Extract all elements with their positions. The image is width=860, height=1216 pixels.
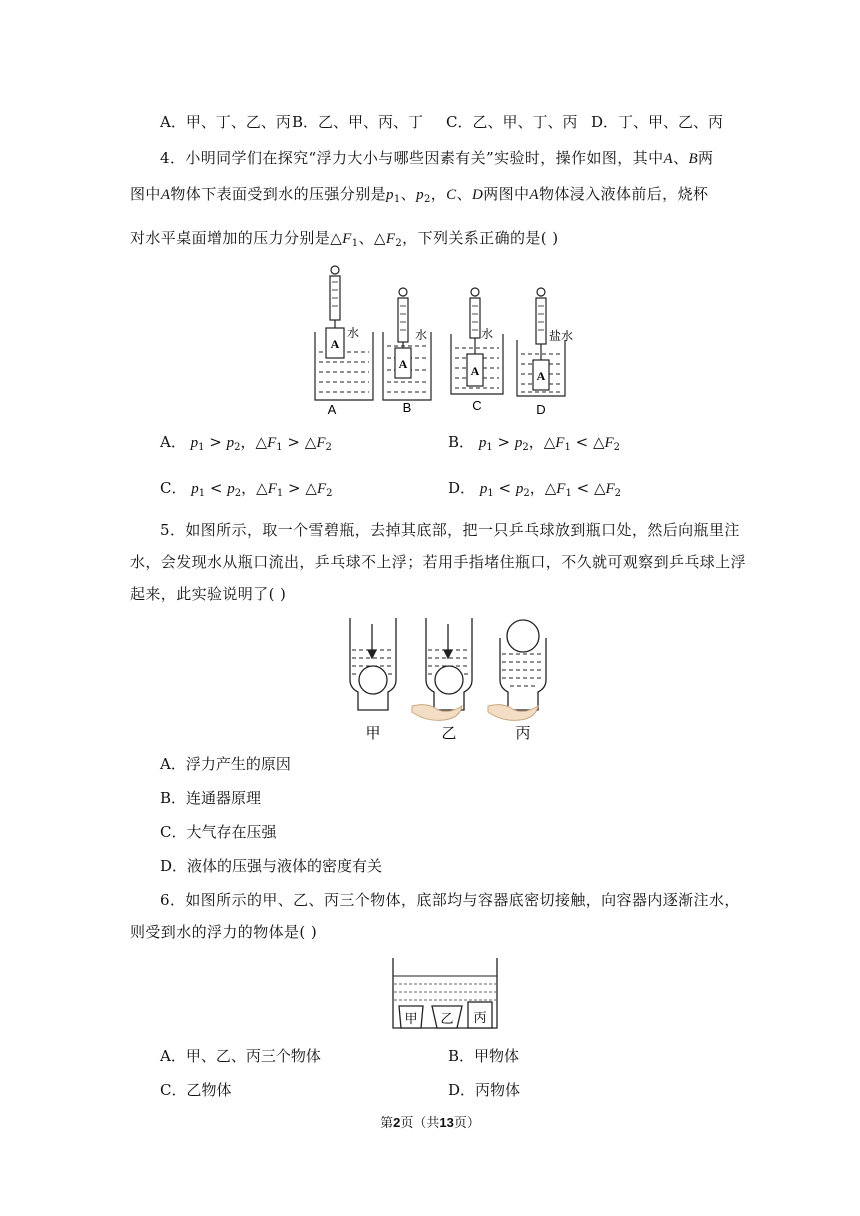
- fig-label-d: D: [536, 402, 546, 417]
- q4-stem-line-2: 图中A物体下表面受到水的压强分别是$p_1$、$p_2$，C、D两图中A物体浸入液体前后，烧杯: [130, 185, 709, 205]
- q4-buoyancy-figure: [305, 262, 585, 420]
- q5-option-a: A．浮力产生的原因: [160, 755, 291, 773]
- q5-stem-line-3: 起来，此实验说明了( ): [130, 585, 287, 603]
- q4-option-c: C． $p_1 < p_2$，$\triangle F_1$ > $\triangle F_2$: [160, 479, 333, 499]
- hand-icon: [412, 705, 538, 721]
- page-footer: 第2页（共13页）: [380, 1115, 480, 1131]
- q4-option-b: B． $p_1 > p_2$，$\triangle F_1$ < $\triangle F_2$: [448, 433, 621, 453]
- q3-option-d: D．丁、甲、乙、丙: [591, 113, 724, 131]
- fig-label-jia: 甲: [365, 724, 381, 742]
- q6-stem-line-2: 则受到水的浮力的物体是( ): [130, 923, 318, 941]
- q4-option-a: A． $p_1 > p_2$，$\triangle F_1$ > $\triangle F_2$: [160, 433, 332, 453]
- page-number: 2: [393, 1115, 401, 1130]
- liquid-label-d: 盐水: [549, 329, 574, 343]
- fig-label-bing: 丙: [473, 1011, 487, 1026]
- q5-bottle-figure: [340, 614, 560, 744]
- q5-option-d: D．液体的压强与液体的密度有关: [160, 857, 383, 875]
- fig-label-yi: 乙: [440, 1012, 454, 1027]
- q4-option-d: D． $p_1 < p_2$，$\triangle F_1$ < $\triangle F_2$: [448, 479, 622, 499]
- q6-option-c: C．乙物体: [160, 1081, 232, 1099]
- bottle-bing: [500, 638, 546, 710]
- fig-label-b: B: [402, 400, 412, 415]
- q3-option-b: B．乙、甲、丙、丁: [292, 113, 424, 131]
- q4-stem-line-1: 4．小明同学们在探究“浮力大小与哪些因素有关”实验时，操作如图，其中A、B两: [160, 149, 714, 167]
- bottle-jia: [350, 618, 396, 710]
- q6-option-a: A．甲、乙、丙三个物体: [160, 1047, 321, 1065]
- ball-bing: [507, 620, 539, 652]
- q5-option-c: C．大气存在压强: [160, 823, 277, 841]
- bottle-yi: [426, 618, 472, 710]
- fig-label-jia: 甲: [404, 1012, 418, 1027]
- ball-yi: [435, 666, 463, 694]
- block-label: A: [330, 337, 340, 351]
- q6-container-figure: [390, 956, 500, 1030]
- fig-label-yi: 乙: [441, 724, 457, 742]
- ball-jia: [359, 666, 387, 694]
- q5-stem-line-1: 5．如图所示，取一个雪碧瓶，去掉其底部，把一只乒乓球放到瓶口处，然后向瓶里注: [160, 521, 740, 539]
- svg-text:A: A: [536, 369, 546, 383]
- page-total: 13: [439, 1115, 454, 1130]
- q6-option-b: B．甲物体: [448, 1047, 520, 1065]
- q3-option-a: A．甲、丁、乙、丙: [160, 113, 291, 131]
- svg-text:A: A: [470, 364, 480, 378]
- fig-label-a: A: [327, 402, 337, 417]
- q6-option-d: D．丙物体: [448, 1081, 521, 1099]
- q5-stem-line-2: 水，会发现水从瓶口流出，乒乓球不上浮；若用手指堵住瓶口，不久就可观察到乒乓球上浮: [130, 553, 747, 571]
- fig-label-bing: 丙: [515, 724, 531, 742]
- q6-stem-line-1: 6．如图所示的甲、乙、丙三个物体，底部均与容器底密切接触，向容器内逐渐注水，: [160, 891, 740, 909]
- fig-label-c: C: [472, 398, 482, 413]
- liquid-label-c: 水: [481, 327, 494, 341]
- svg-text:A: A: [398, 357, 408, 371]
- liquid-label-a: 水: [347, 326, 360, 340]
- q5-option-b: B．连通器原理: [160, 789, 262, 807]
- liquid-label-b: 水: [415, 328, 428, 342]
- q3-option-c: C．乙、甲、丁、丙: [446, 113, 578, 131]
- q4-stem-line-3: 对水平桌面增加的压力分别是$\triangle F_1$、$\triangle F_2$，下列关系正确的是( ): [130, 229, 559, 249]
